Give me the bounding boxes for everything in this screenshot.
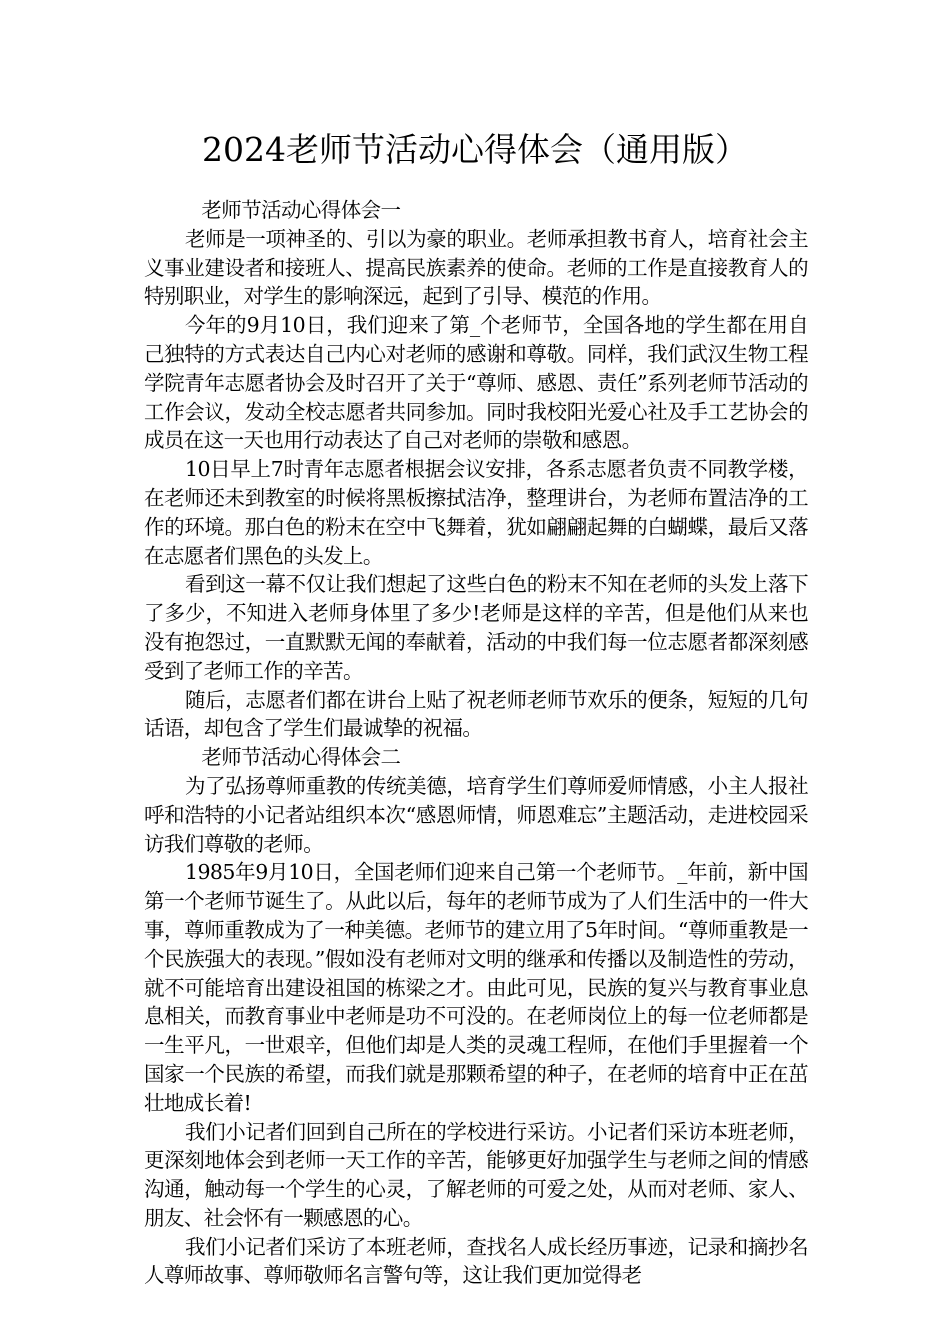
document-body bbox=[144, 196, 808, 1290]
paragraph: 为了弘扬尊师重教的传统美德，培育学生们尊师爱师情感，小主人报社呼和浩特的小记者站组织本次“感恩师情，师恩难忘”主题活动，走进校园采访我们尊敬的老师。 bbox=[144, 773, 808, 856]
paragraph: 1985年9月10日，全国老师们迎来自己第一个老师节。_年前，新中国第一个老师节诞生了。从此以后，每年的老师节成为了人们生活中的一件大事，尊师重教成为了一种美德。老师节的建立用了5年时间。“尊师重教是一个民族强大的表现。”假如没有老师对文明的继承和传播以及制造性的劳动，就不可能培育出建设祖国的栋梁之才。由此可见，民族的复兴与教育事业息息相关，而教育事业中老师是功不可没的。在老师岗位上的每一位老师都是一生平凡，一世艰辛，但他们却是人类的灵魂工程师，在他们手里握着一个国家一个民族的希望，而我们就是那颗希望的种子，在老师的培育中正在茁壮地成长着! bbox=[144, 860, 808, 1115]
section-heading: 老师节活动心得体会一 bbox=[201, 198, 401, 222]
document-title: 2024老师节活动心得体会（通用版） bbox=[202, 130, 748, 169]
paragraph: 看到这一幕不仅让我们想起了这些白色的粉末不知在老师的头发上落下了多少，不知进入老师身体里了多少!老师是这样的辛苦，但是他们从来也没有抱怨过，一直默默无闻的奉献着，活动的中我们每一位志愿者都深刻感受到了老师工作的辛苦。 bbox=[144, 572, 808, 683]
section-heading: 老师节活动心得体会二 bbox=[201, 745, 401, 770]
paragraph: 10日早上7时青年志愿者根据会议安排，各系志愿者负责不同教学楼，在老师还未到教室的时候将黑板擦拭洁净，整理讲台，为老师布置洁净的工作的环境。那白色的粉末在空中飞舞着，犹如翩翩起舞的白蝴蝶，最后又落在志愿者们黑色的头发上。 bbox=[144, 457, 808, 568]
paragraph: 我们小记者们回到自己所在的学校进行采访。小记者们采访本班老师，更深刻地体会到老师一天工作的辛苦，能够更好加强学生与老师之间的情感沟通，触动每一个学生的心灵，了解老师的可爱之处，从而对老师、家人、朋友、社会怀有一颗感恩的心。 bbox=[144, 1119, 808, 1230]
paragraph: 随后，志愿者们都在讲台上贴了祝老师老师节欢乐的便条，短短的几句话语，却包含了学生们最诚挚的祝福。 bbox=[144, 687, 808, 741]
paragraph: 我们小记者们采访了本班老师，查找名人成长经历事迹，记录和摘抄名人尊师故事、尊师敬师名言警句等，这让我们更加觉得老 bbox=[144, 1234, 808, 1288]
paragraph: 老师是一项神圣的、引以为豪的职业。老师承担教书育人，培育社会主义事业建设者和接班人、提高民族素养的使命。老师的工作是直接教育人的特别职业，对学生的影响深远，起到了引导、模范的作用。 bbox=[144, 226, 808, 309]
paragraph: 今年的9月10日，我们迎来了第_个老师节，全国各地的学生都在用自己独特的方式表达自己内心对老师的感谢和尊敬。同样，我们武汉生物工程学院青年志愿者协会及时召开了关于“尊师、感恩、责任”系列老师节活动的工作会议，发动全校志愿者共同参加。同时我校阳光爱心社及手工艺协会的成员在这一天也用行动表达了自己对老师的崇敬和感恩。 bbox=[144, 313, 808, 453]
